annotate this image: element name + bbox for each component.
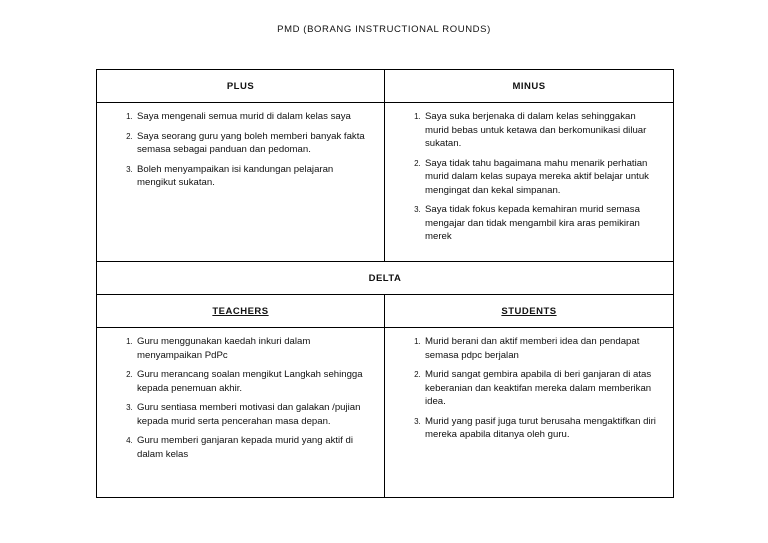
teachers-cell — [97, 328, 385, 498]
plus-item: 2. Saya seorang guru yang boleh memberi banyak fakta semasa sebagai panduan dan pedoman. — [135, 130, 372, 157]
teachers-heading-label: TEACHERS — [212, 305, 269, 317]
students-item: 2. Murid sangat gembira apabila di beri ganjaran di atas keberanian dan keaktifan mereka dalam memberikan idea. — [423, 368, 661, 409]
teachers-item: 1. Guru menggunakan kaedah inkuri dalam menyampaikan PdPc — [135, 335, 372, 362]
plus-item: 3. Boleh menyampaikan isi kandungan pelajaran mengikut sukatan. — [135, 163, 372, 190]
teachers-item: 3. Guru sentiasa memberi motivasi dan galakan /pujian kepada murid serta pencerahan masa depan. — [135, 401, 372, 428]
minus-item: 1. Saya suka berjenaka di dalam kelas sehinggakan murid bebas untuk ketawa dan berkomunikasi diluar sukatan. — [423, 110, 661, 151]
teachers-item: 2. Guru merancang soalan mengikut Langkah sehingga kepada penemuan akhir. — [135, 368, 372, 395]
teachers-heading — [97, 295, 385, 328]
plus-item: 1. Saya mengenali semua murid di dalam kelas saya — [135, 110, 372, 124]
plus-cell — [97, 103, 385, 262]
students-item: 1. Murid berani dan aktif memberi idea dan pendapat semasa pdpc berjalan — [423, 335, 661, 362]
students-heading-label: STUDENTS — [501, 305, 557, 317]
plus-list — [97, 103, 384, 200]
minus-item: 2. Saya tidak tahu bagaimana mahu menarik perhatian murid dalam kelas supaya mereka aktif belajar untuk mengingat dan kekal simpanan. — [423, 157, 661, 198]
plus-heading: PLUS — [97, 70, 385, 103]
teachers-item: 4. Guru memberi ganjaran kepada murid yang aktif di dalam kelas — [135, 434, 372, 461]
instructional-rounds-table — [96, 69, 674, 498]
students-heading — [385, 295, 674, 328]
delta-heading: DELTA — [97, 262, 674, 295]
minus-list — [385, 103, 673, 254]
document-title: PMD (BORANG INSTRUCTIONAL ROUNDS) — [277, 24, 491, 35]
minus-item: 3. Saya tidak fokus kepada kemahiran murid semasa mengajar dan tidak mengambil kira aras pemikiran merek — [423, 203, 661, 244]
minus-cell — [385, 103, 674, 262]
students-item: 3. Murid yang pasif juga turut berusaha mengaktifkan diri mereka apabila ditanya oleh guru. — [423, 415, 661, 442]
minus-heading: MINUS — [385, 70, 674, 103]
teachers-list — [97, 328, 384, 471]
students-list — [385, 328, 673, 452]
students-cell — [385, 328, 674, 498]
